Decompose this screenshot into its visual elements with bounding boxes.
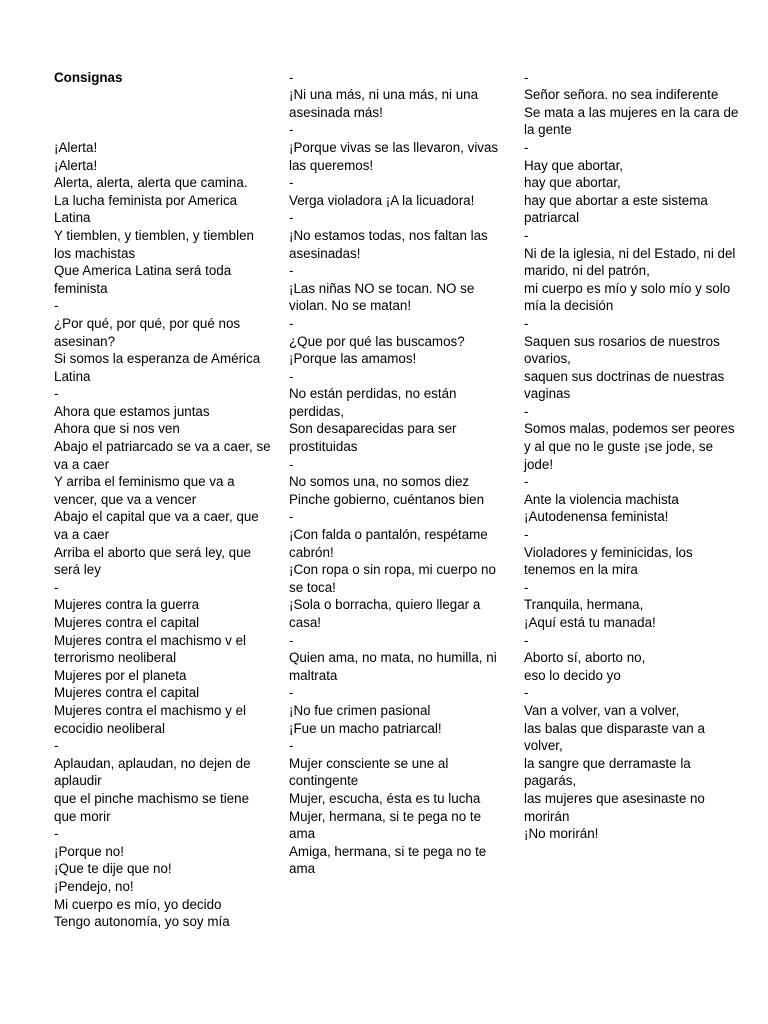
slogan-line: Alerta, alerta, alerta que camina.: [54, 175, 248, 191]
slogan-line: -: [524, 474, 529, 490]
slogan-line: las mujeres que asesinaste no morirán: [524, 790, 705, 824]
slogan-line: Abajo el capital que va a caer, que va a caer: [54, 509, 259, 543]
slogan-line: -: [54, 826, 59, 842]
slogan-line: ¡Porque no!: [54, 843, 124, 859]
slogan-line: -: [289, 685, 294, 701]
slogan-line: Se mata a las mujeres en la cara de la gente: [524, 104, 739, 138]
slogan-line: Y arriba el feminismo que va a vencer, que va a vencer: [54, 474, 235, 507]
slogan-line: ¡Alerta!: [54, 157, 98, 173]
slogan-line: -: [289, 122, 294, 138]
slogan-line: Aborto sí, aborto no,: [524, 650, 646, 666]
slogan-line: Tengo autonomía, yo soy mía: [54, 914, 230, 930]
slogan-line: Quien ama, no mata, no humilla, ni maltrata: [289, 650, 497, 683]
slogan-line: -: [54, 738, 59, 754]
slogan-line: Somos malas, podemos ser peores: [524, 421, 735, 437]
slogan-line: Que America Latina será toda feminista: [54, 263, 232, 296]
slogan-line: -: [289, 632, 294, 648]
slogan-line: -: [289, 738, 294, 754]
slogan-line: La lucha feminista por America Latina: [54, 192, 238, 226]
slogan-line: ¿Que por qué las buscamos?: [289, 333, 465, 349]
column-2-lines: [289, 69, 507, 878]
slogan-line: -: [289, 175, 294, 191]
slogan-line: ¡Que te dije que no!: [54, 861, 172, 877]
slogan-line: No están perdidas, no están perdidas,: [289, 386, 457, 419]
slogan-line: Ni de la iglesia, ni del Estado, ni del marido, ni del patrón,: [524, 245, 736, 279]
slogan-line: Mujer consciente se une al contingente: [289, 755, 449, 789]
slogan-line: ¡Con falda o pantalón, respétame cabrón!: [289, 527, 488, 560]
slogan-line: Violadores y feminicidas, los tenemos en la mira: [524, 544, 693, 578]
slogan-line: Hay que abortar,: [524, 157, 624, 173]
slogan-line: las balas que disparaste van a volver,: [524, 720, 705, 754]
slogan-line: No somos una, no somos diez: [289, 474, 470, 490]
slogan-line: Saquen sus rosarios de nuestros ovarios,: [524, 333, 720, 367]
slogan-line: que el pinche machismo se tiene que morir: [54, 790, 250, 824]
slogan-line: ¡Ni una más, ni una más, ni una asesinada más!: [289, 87, 479, 120]
slogan-line: Mujer, escucha, ésta es tu lucha: [289, 790, 481, 806]
slogan-line: ¡Pendejo, no!: [54, 878, 134, 894]
slogan-line: Señor señora. no sea indiferente: [524, 87, 719, 103]
slogan-line: Si somos la esperanza de América Latina: [54, 351, 261, 384]
slogan-line: -: [289, 315, 294, 331]
slogan-line: Mujeres contra el capital: [54, 615, 200, 630]
slogan-line: ¡No morirán!: [524, 826, 599, 842]
slogan-line: -: [524, 685, 529, 701]
slogan-line: hay que abortar a este sistema patriarcal: [524, 192, 708, 226]
slogan-line: -: [289, 368, 294, 384]
slogan-line: y al que no le guste ¡se jode, se jode!: [524, 439, 714, 472]
column-1: [54, 51, 272, 948]
slogan-line: ¡Porque vivas se las llevaron, vivas las queremos!: [289, 139, 499, 173]
slogan-line: Ahora que estamos juntas: [54, 403, 210, 419]
slogan-line: -: [54, 386, 59, 402]
slogan-line: Mujeres contra el capital: [54, 685, 200, 701]
slogan-line: ¿Por qué, por qué, por qué nos asesinan?: [54, 315, 241, 349]
slogan-line: Ahora que si nos ven: [54, 421, 180, 437]
document-title: Consignas: [54, 69, 123, 85]
slogan-line: ¡No estamos todas, nos faltan las asesinadas!: [289, 227, 488, 261]
slogan-line: -: [524, 579, 529, 595]
slogan-line: -: [289, 69, 294, 85]
column-3-lines: [524, 69, 742, 843]
slogan-line: -: [289, 210, 294, 226]
slogan-line: ¡Sola o borracha, quiero llegar a casa!: [289, 597, 481, 630]
column-2: [289, 51, 507, 896]
slogan-line: la sangre que derramaste la pagarás,: [524, 755, 691, 789]
slogan-line: ¡Porque las amamos!: [289, 351, 417, 367]
slogan-line: Amiga, hermana, si te pega no te ama: [289, 843, 487, 877]
slogan-line: eso lo decido yo: [524, 667, 621, 683]
slogan-line: Mi cuerpo es mío, yo decido: [54, 896, 222, 912]
slogan-line: -: [524, 632, 529, 648]
slogan-line: Abajo el patriarcado se va a caer, se va a caer: [54, 439, 271, 472]
slogan-line: Mujeres por el planeta: [54, 667, 187, 683]
slogan-line: Mujer, hermana, si te pega no te ama: [289, 808, 482, 842]
slogan-line: Mujeres contra el machismo v el terrorismo neoliberal: [54, 632, 247, 666]
slogan-line: -: [289, 263, 294, 279]
slogan-line: Aplaudan, aplaudan, no dejen de aplaudir: [54, 755, 251, 789]
slogan-line: -: [289, 509, 294, 525]
slogan-line: Verga violadora ¡A la licuadora!: [289, 192, 475, 208]
slogan-line: -: [54, 298, 59, 314]
slogan-line: Mujeres contra el machismo y el ecocidio neoliberal: [54, 702, 247, 736]
slogan-line: Arriba el aborto que será ley, que será ley: [54, 544, 252, 578]
column-3: [524, 51, 742, 860]
slogan-line: -: [524, 315, 529, 331]
slogan-line: saquen sus doctrinas de nuestras vaginas: [524, 368, 725, 402]
slogan-line: -: [524, 227, 529, 243]
slogan-line: -: [524, 139, 529, 155]
slogan-line: ¡Aquí está tu manada!: [524, 615, 656, 630]
slogan-line: ¡Las niñas NO se tocan. NO se violan. No se matan!: [289, 280, 475, 314]
slogan-line: Son desaparecidas para ser prostituidas: [289, 421, 457, 455]
slogan-line: ¡Fue un macho patriarcal!: [289, 720, 442, 736]
column-1-lines: [54, 139, 272, 931]
slogan-line: -: [524, 527, 529, 543]
slogan-line: ¡Autodenensa feminista!: [524, 509, 669, 525]
slogan-line: -: [524, 403, 529, 419]
slogan-line: Y tiemblen, y tiemblen, y tiemblen los machistas: [54, 227, 254, 261]
slogan-line: -: [289, 456, 294, 472]
slogan-line: ¡Con ropa o sin ropa, mi cuerpo no se toca!: [289, 562, 496, 595]
slogan-line: Mujeres contra la guerra: [54, 597, 200, 613]
slogan-line: ¡No fue crimen pasional: [289, 702, 431, 718]
slogan-line: ¡Alerta!: [54, 139, 98, 155]
slogan-line: -: [524, 69, 529, 85]
slogan-line: Tranquila, hermana,: [524, 597, 644, 613]
slogan-line: -: [54, 579, 59, 595]
slogan-line: hay que abortar,: [524, 175, 621, 191]
slogan-line: Ante la violencia machista: [524, 491, 679, 507]
slogan-line: mi cuerpo es mío y solo mío y solo mía la decisión: [524, 280, 731, 314]
slogan-line: Pinche gobierno, cuéntanos bien: [289, 491, 485, 507]
title-spacer: [54, 104, 272, 122]
slogan-line: Van a volver, van a volver,: [524, 702, 680, 718]
